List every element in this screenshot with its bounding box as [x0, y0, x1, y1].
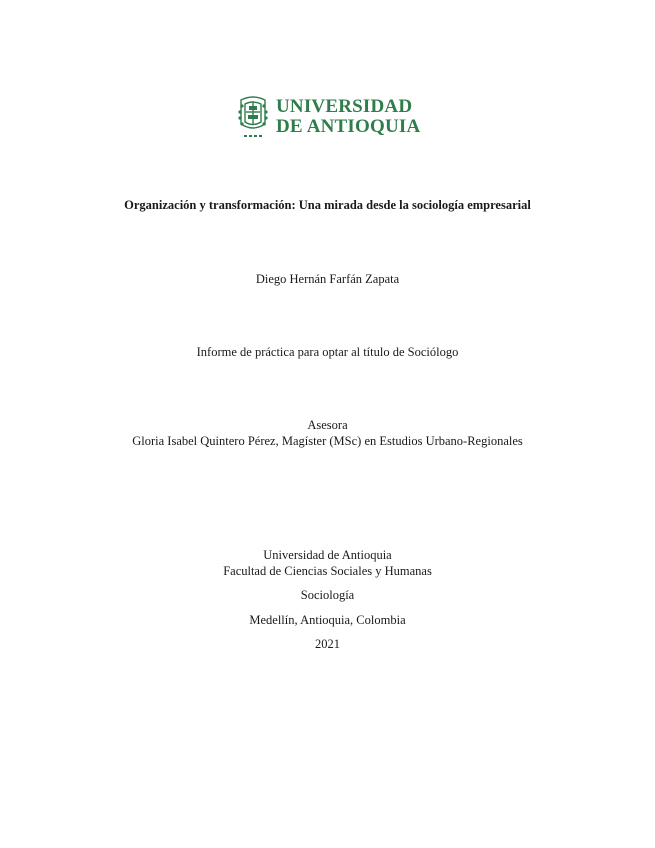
location: Medellín, Antioquia, Colombia — [249, 613, 406, 627]
author-name: Diego Hernán Farfán Zapata — [255, 272, 400, 286]
program-name: Sociología — [300, 588, 355, 602]
faculty-name: Facultad de Ciencias Sociales y Humanas — [223, 564, 432, 578]
report-purpose: Informe de práctica para optar al título de Sociólogo — [196, 345, 459, 359]
logo-wordmark — [276, 97, 420, 137]
logo-line-1: UNIVERSIDAD — [276, 96, 413, 117]
advisor-name: Gloria Isabel Quintero Pérez, Magíster (MSc) en Estudios Urbano-Regionales — [132, 434, 523, 448]
document-title: Organización y transformación: Una mirada desde la sociología empresarial — [124, 198, 531, 212]
year: 2021 — [315, 637, 340, 651]
institution-name: Universidad de Antioquia — [263, 548, 392, 562]
logo-line-2: DE ANTIOQUIA — [276, 116, 421, 137]
advisor-label: Asesora — [307, 418, 348, 432]
university-seal-icon — [236, 94, 270, 140]
university-logo — [236, 94, 426, 142]
